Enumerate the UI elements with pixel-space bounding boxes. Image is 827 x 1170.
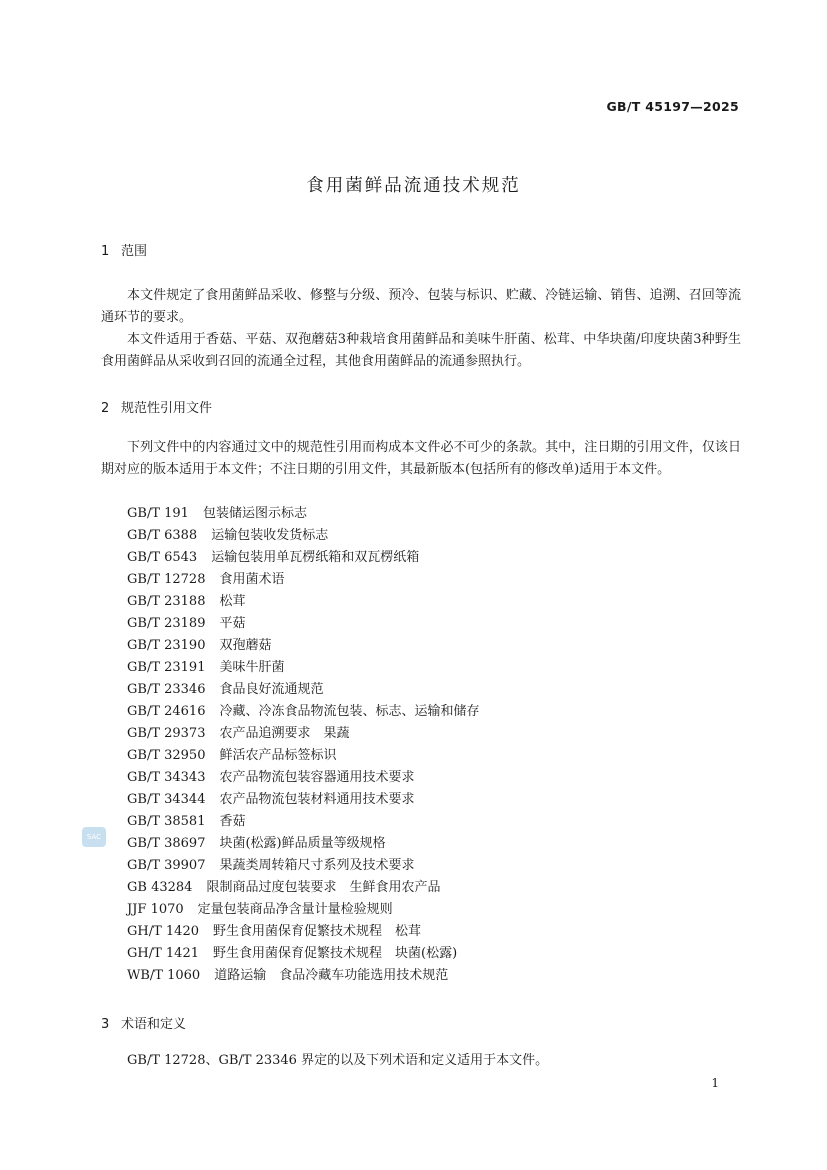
reference-title: 松茸 bbox=[219, 594, 246, 609]
section-number: 3 bbox=[101, 1017, 110, 1032]
reference-title: 美味牛肝菌 bbox=[219, 660, 285, 675]
reference-title: 农产品物流包装容器通用技术要求 bbox=[219, 770, 415, 785]
reference-item bbox=[127, 921, 480, 943]
reference-title: 食品良好流通规范 bbox=[219, 682, 324, 697]
reference-code: GB/T 32950 bbox=[127, 748, 206, 763]
reference-item bbox=[127, 657, 480, 679]
reference-list bbox=[127, 503, 480, 987]
section-title: 术语和定义 bbox=[121, 1017, 187, 1032]
reference-item bbox=[127, 943, 480, 965]
reference-code: GB/T 6388 bbox=[127, 528, 198, 543]
reference-item bbox=[127, 701, 480, 723]
reference-title: 运输包装用单瓦楞纸箱和双瓦楞纸箱 bbox=[211, 550, 420, 565]
reference-item bbox=[127, 525, 480, 547]
reference-title: 道路运输 食品冷藏车功能选用技术规范 bbox=[214, 968, 449, 983]
reference-code: GB/T 34343 bbox=[127, 770, 206, 785]
reference-item bbox=[127, 503, 480, 525]
reference-title: 野生食用菌保育促繁技术规程 块菌(松露) bbox=[213, 946, 458, 961]
reference-item bbox=[127, 547, 480, 569]
reference-title: 限制商品过度包装要求 生鲜食用农产品 bbox=[206, 880, 441, 895]
reference-item bbox=[127, 899, 480, 921]
reference-code: GB/T 23189 bbox=[127, 616, 206, 631]
reference-title: 双孢蘑菇 bbox=[219, 638, 272, 653]
reference-title: 香菇 bbox=[219, 814, 246, 829]
reference-title: 果蔬类周转箱尺寸系列及技术要求 bbox=[219, 858, 415, 873]
reference-item bbox=[127, 789, 480, 811]
reference-code: GB/T 38697 bbox=[127, 836, 206, 851]
standard-code: GB/T 45197—2025 bbox=[606, 99, 739, 114]
reference-code: GB/T 23188 bbox=[127, 594, 206, 609]
section-title: 范围 bbox=[121, 244, 148, 259]
reference-code: GB/T 6543 bbox=[127, 550, 198, 565]
section-title: 规范性引用文件 bbox=[121, 401, 213, 416]
reference-item bbox=[127, 767, 480, 789]
reference-title: 冷藏、冷冻食品物流包装、标志、运输和储存 bbox=[219, 704, 480, 719]
scope-paragraph-2: 本文件适用于香菇、平菇、双孢蘑菇3种栽培食用菌鲜品和美味牛肝菌、松茸、中华块菌/印度块菌3种野生食用菌鲜品从采收到召回的流通全过程，其他食用菌鲜品的流通参照执行。 bbox=[101, 332, 741, 369]
reference-title: 包装储运图示标志 bbox=[202, 506, 307, 521]
reference-item bbox=[127, 965, 480, 987]
reference-item bbox=[127, 833, 480, 855]
reference-title: 运输包装收发货标志 bbox=[211, 528, 329, 543]
reference-code: WB/T 1060 bbox=[127, 968, 201, 983]
sac-logo-icon: SAC bbox=[82, 827, 106, 847]
page-number: 1 bbox=[711, 1076, 719, 1090]
section-heading-scope bbox=[101, 240, 147, 259]
reference-code: GB/T 24616 bbox=[127, 704, 206, 719]
section-number: 1 bbox=[101, 244, 110, 259]
reference-title: 定量包装商品净含量计量检验规则 bbox=[197, 902, 393, 917]
reference-code: GH/T 1420 bbox=[127, 924, 199, 939]
reference-item bbox=[127, 635, 480, 657]
reference-code: GB/T 34344 bbox=[127, 792, 206, 807]
reference-title: 农产品物流包装材料通用技术要求 bbox=[219, 792, 415, 807]
reference-code: GB/T 29373 bbox=[127, 726, 206, 741]
references-intro-paragraph: 下列文件中的内容通过文中的规范性引用而构成本文件必不可少的条款。其中，注日期的引用文件，仅该日期对应的版本适用于本文件；不注日期的引用文件，其最新版本(包括所有的修改单)适用于本文件。 bbox=[101, 440, 741, 477]
reference-code: GB/T 23190 bbox=[127, 638, 206, 653]
reference-item bbox=[127, 723, 480, 745]
reference-code: GB/T 12728 bbox=[127, 572, 206, 587]
scope-paragraph-1: 本文件规定了食用菌鲜品采收、修整与分级、预冷、包装与标识、贮藏、冷链运输、销售、追溯、召回等流通环节的要求。 bbox=[101, 288, 741, 325]
reference-code: GB/T 23191 bbox=[127, 660, 206, 675]
reference-code: GB/T 39907 bbox=[127, 858, 206, 873]
reference-item bbox=[127, 855, 480, 877]
reference-item bbox=[127, 679, 480, 701]
section-heading-normative-references bbox=[101, 397, 212, 416]
section-number: 2 bbox=[101, 401, 110, 416]
reference-code: GB 43284 bbox=[127, 880, 193, 895]
reference-item bbox=[127, 877, 480, 899]
reference-title: 农产品追溯要求 果蔬 bbox=[219, 726, 350, 741]
reference-item bbox=[127, 745, 480, 767]
reference-title: 食用菌术语 bbox=[219, 572, 285, 587]
reference-title: 野生食用菌保育促繁技术规程 松茸 bbox=[213, 924, 422, 939]
reference-code: GB/T 38581 bbox=[127, 814, 206, 829]
reference-item bbox=[127, 569, 480, 591]
reference-title: 平菇 bbox=[219, 616, 246, 631]
reference-code: GB/T 191 bbox=[127, 506, 189, 521]
reference-title: 块菌(松露)鲜品质量等级规格 bbox=[219, 836, 386, 851]
reference-title: 鲜活农产品标签标识 bbox=[219, 748, 337, 763]
terms-paragraph: GB/T 12728、GB/T 23346 界定的以及下列术语和定义适用于本文件。 bbox=[127, 1053, 549, 1068]
reference-code: GB/T 23346 bbox=[127, 682, 206, 697]
reference-item bbox=[127, 811, 480, 833]
section-heading-terms bbox=[101, 1013, 186, 1032]
document-title: 食用菌鲜品流通技术规范 bbox=[306, 176, 521, 196]
reference-item bbox=[127, 591, 480, 613]
reference-item bbox=[127, 613, 480, 635]
reference-code: GH/T 1421 bbox=[127, 946, 199, 961]
reference-code: JJF 1070 bbox=[127, 902, 184, 917]
